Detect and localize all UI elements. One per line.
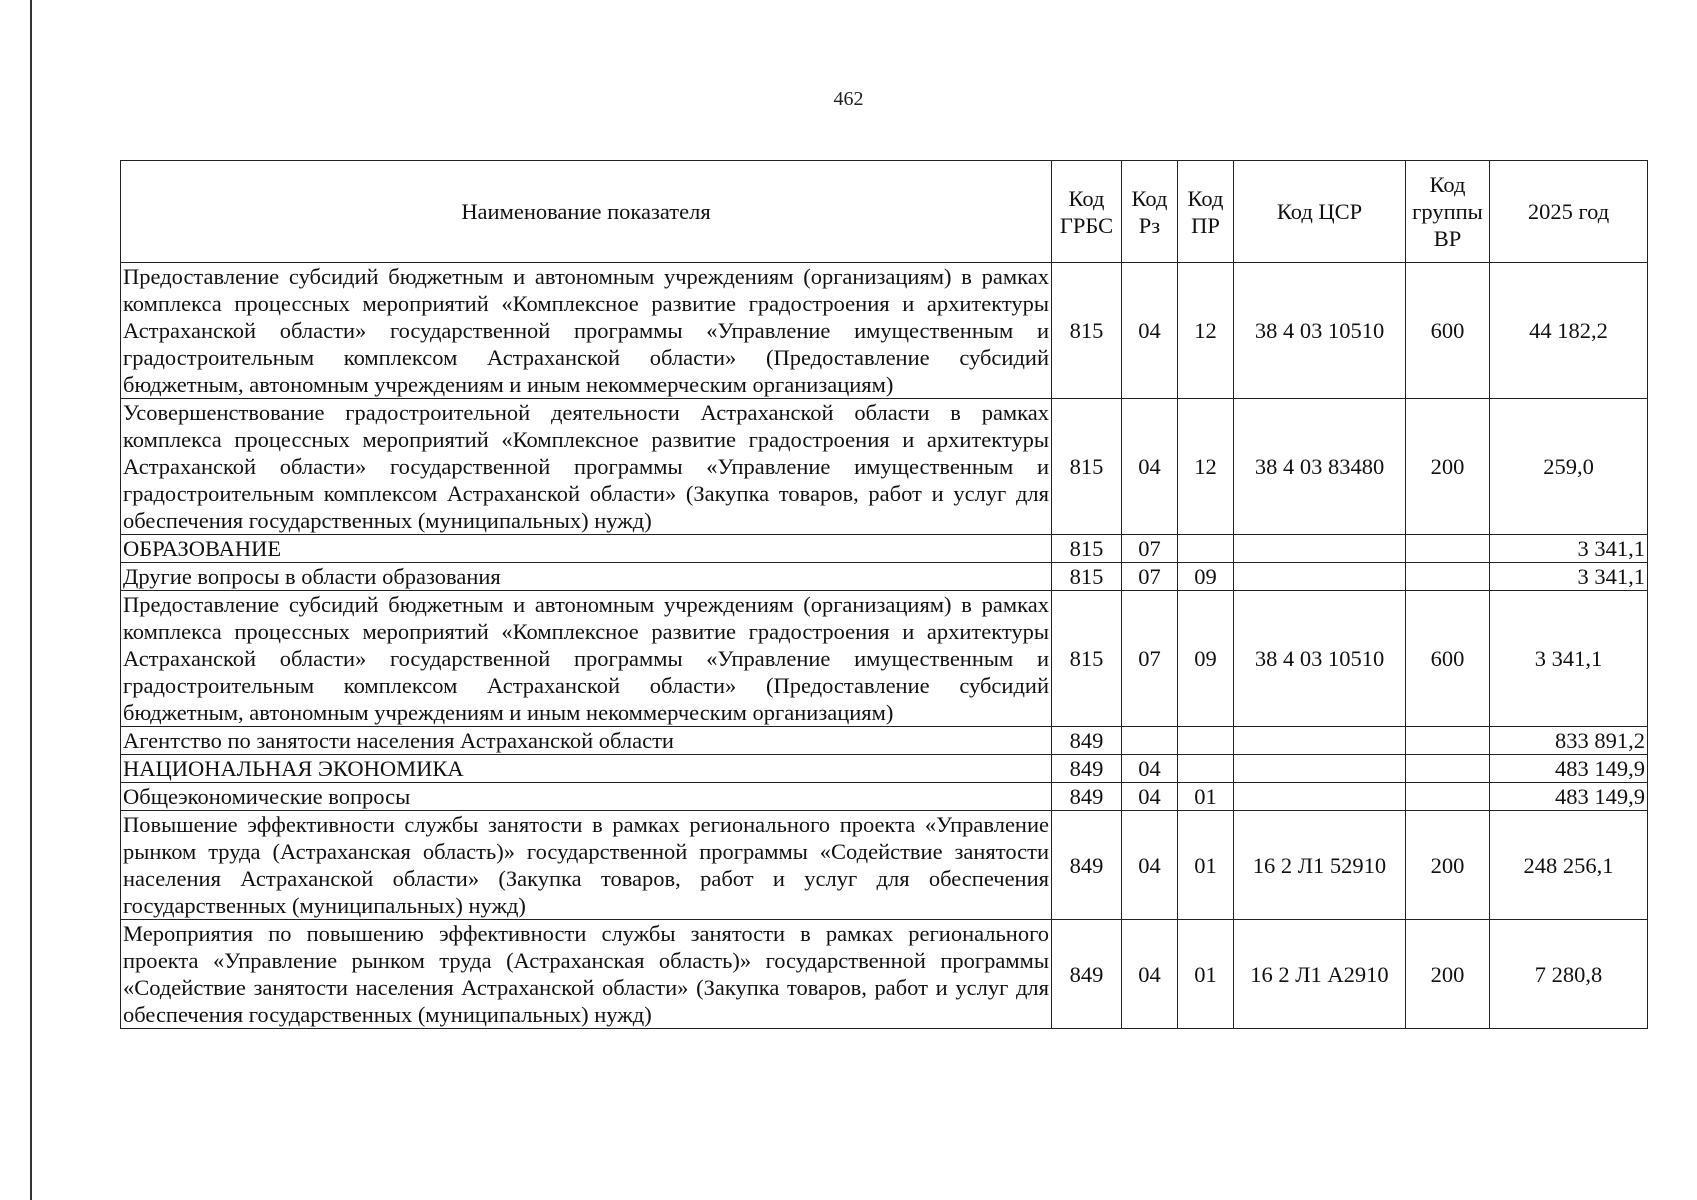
row-amount: 3 341,1	[1490, 535, 1648, 563]
row-amount: 259,0	[1490, 399, 1648, 535]
row-amount: 44 182,2	[1490, 263, 1648, 399]
row-pr: 09	[1178, 563, 1234, 591]
row-vr	[1406, 535, 1490, 563]
table-row	[121, 727, 1648, 755]
header-year: 2025 год	[1490, 161, 1648, 263]
row-rz: 04	[1122, 755, 1178, 783]
row-rz: 04	[1122, 399, 1178, 535]
header-csr: Код ЦСР	[1234, 161, 1406, 263]
table-row	[121, 920, 1648, 1029]
row-grbs: 815	[1052, 591, 1122, 727]
header-pr: Код ПР	[1178, 161, 1234, 263]
row-vr	[1406, 727, 1490, 755]
table-row	[121, 263, 1648, 399]
row-grbs: 849	[1052, 727, 1122, 755]
row-vr: 200	[1406, 920, 1490, 1029]
header-vr: Код группы ВР	[1406, 161, 1490, 263]
row-csr: 38 4 03 83480	[1234, 399, 1406, 535]
row-amount: 7 280,8	[1490, 920, 1648, 1029]
row-csr	[1234, 535, 1406, 563]
row-pr: 01	[1178, 811, 1234, 920]
row-vr	[1406, 563, 1490, 591]
row-pr: 01	[1178, 783, 1234, 811]
row-name: Предоставление субсидий бюджетным и автономным учреждениям (организациям) в рамках комплекса процессных мероприятий «Комплексное развитие градостроения и архитектуры Астраханской области» государственной программы «Управление имущественным и градостроительным комплексом Астраханской области» (Предоставление субсидий бюджетным, автономным учреждениям и иным некоммерческим организациям)	[121, 263, 1052, 399]
table-header-row	[121, 161, 1648, 263]
row-name: ОБРАЗОВАНИЕ	[121, 535, 1052, 563]
row-name: Предоставление субсидий бюджетным и автономным учреждениям (организациям) в рамках комплекса процессных мероприятий «Комплексное развитие градостроения и архитектуры Астраханской области» государственной программы «Управление имущественным и градостроительным комплексом Астраханской области» (Предоставление субсидий бюджетным, автономным учреждениям и иным некоммерческим организациям)	[121, 591, 1052, 727]
row-rz: 07	[1122, 591, 1178, 727]
page-number: 462	[833, 88, 864, 110]
row-rz: 04	[1122, 811, 1178, 920]
row-vr	[1406, 783, 1490, 811]
row-grbs: 815	[1052, 563, 1122, 591]
row-grbs: 815	[1052, 263, 1122, 399]
row-name: Другие вопросы в области образования	[121, 563, 1052, 591]
row-grbs: 849	[1052, 920, 1122, 1029]
row-pr	[1178, 535, 1234, 563]
row-csr	[1234, 563, 1406, 591]
row-rz: 04	[1122, 783, 1178, 811]
row-amount: 483 149,9	[1490, 755, 1648, 783]
row-rz: 04	[1122, 263, 1178, 399]
row-csr: 16 2 Л1 52910	[1234, 811, 1406, 920]
row-csr	[1234, 783, 1406, 811]
header-rz: Код Рз	[1122, 161, 1178, 263]
row-rz: 07	[1122, 563, 1178, 591]
row-rz: 07	[1122, 535, 1178, 563]
row-name: Повышение эффективности службы занятости в рамках регионального проекта «Управление рынком труда (Астраханская область)» государственной программы «Содействие занятости населения Астраханской области» (Закупка товаров, работ и услуг для обеспечения государственных (муниципальных) нужд)	[121, 811, 1052, 920]
row-csr	[1234, 755, 1406, 783]
table-row	[121, 755, 1648, 783]
row-name: Агентство по занятости населения Астраханской области	[121, 727, 1052, 755]
table-row	[121, 783, 1648, 811]
table-row	[121, 535, 1648, 563]
row-amount: 483 149,9	[1490, 783, 1648, 811]
table-row	[121, 563, 1648, 591]
row-grbs: 849	[1052, 783, 1122, 811]
row-vr: 200	[1406, 399, 1490, 535]
row-pr	[1178, 755, 1234, 783]
row-pr	[1178, 727, 1234, 755]
left-margin-rule	[30, 0, 32, 1200]
row-vr	[1406, 755, 1490, 783]
row-grbs: 849	[1052, 811, 1122, 920]
header-name: Наименование показателя	[121, 161, 1052, 263]
row-csr	[1234, 727, 1406, 755]
budget-table	[120, 160, 1648, 1029]
row-csr: 16 2 Л1 A2910	[1234, 920, 1406, 1029]
table-row	[121, 811, 1648, 920]
row-csr: 38 4 03 10510	[1234, 263, 1406, 399]
row-grbs: 815	[1052, 399, 1122, 535]
row-amount: 3 341,1	[1490, 591, 1648, 727]
row-pr: 01	[1178, 920, 1234, 1029]
row-grbs: 849	[1052, 755, 1122, 783]
row-vr: 600	[1406, 263, 1490, 399]
row-grbs: 815	[1052, 535, 1122, 563]
row-csr: 38 4 03 10510	[1234, 591, 1406, 727]
row-vr: 600	[1406, 591, 1490, 727]
table-row	[121, 399, 1648, 535]
row-name: НАЦИОНАЛЬНАЯ ЭКОНОМИКА	[121, 755, 1052, 783]
row-name: Усовершенствование градостроительной деятельности Астраханской области в рамках комплекса процессных мероприятий «Комплексное развитие градостроения и архитектуры Астраханской области» государственной программы «Управление имущественным и градостроительным комплексом Астраханской области» (Закупка товаров, работ и услуг для обеспечения государственных (муниципальных) нужд)	[121, 399, 1052, 535]
row-amount: 833 891,2	[1490, 727, 1648, 755]
row-amount: 248 256,1	[1490, 811, 1648, 920]
row-name: Общеэкономические вопросы	[121, 783, 1052, 811]
row-name: Мероприятия по повышению эффективности службы занятости в рамках регионального проекта «Управление рынком труда (Астраханская область)» государственной программы «Содействие занятости населения Астраханской области» (Закупка товаров, работ и услуг для обеспечения государственных (муниципальных) нужд)	[121, 920, 1052, 1029]
row-rz: 04	[1122, 920, 1178, 1029]
header-grbs: Код ГРБС	[1052, 161, 1122, 263]
row-rz	[1122, 727, 1178, 755]
row-pr: 09	[1178, 591, 1234, 727]
table-row	[121, 591, 1648, 727]
row-pr: 12	[1178, 263, 1234, 399]
row-vr: 200	[1406, 811, 1490, 920]
row-amount: 3 341,1	[1490, 563, 1648, 591]
row-pr: 12	[1178, 399, 1234, 535]
